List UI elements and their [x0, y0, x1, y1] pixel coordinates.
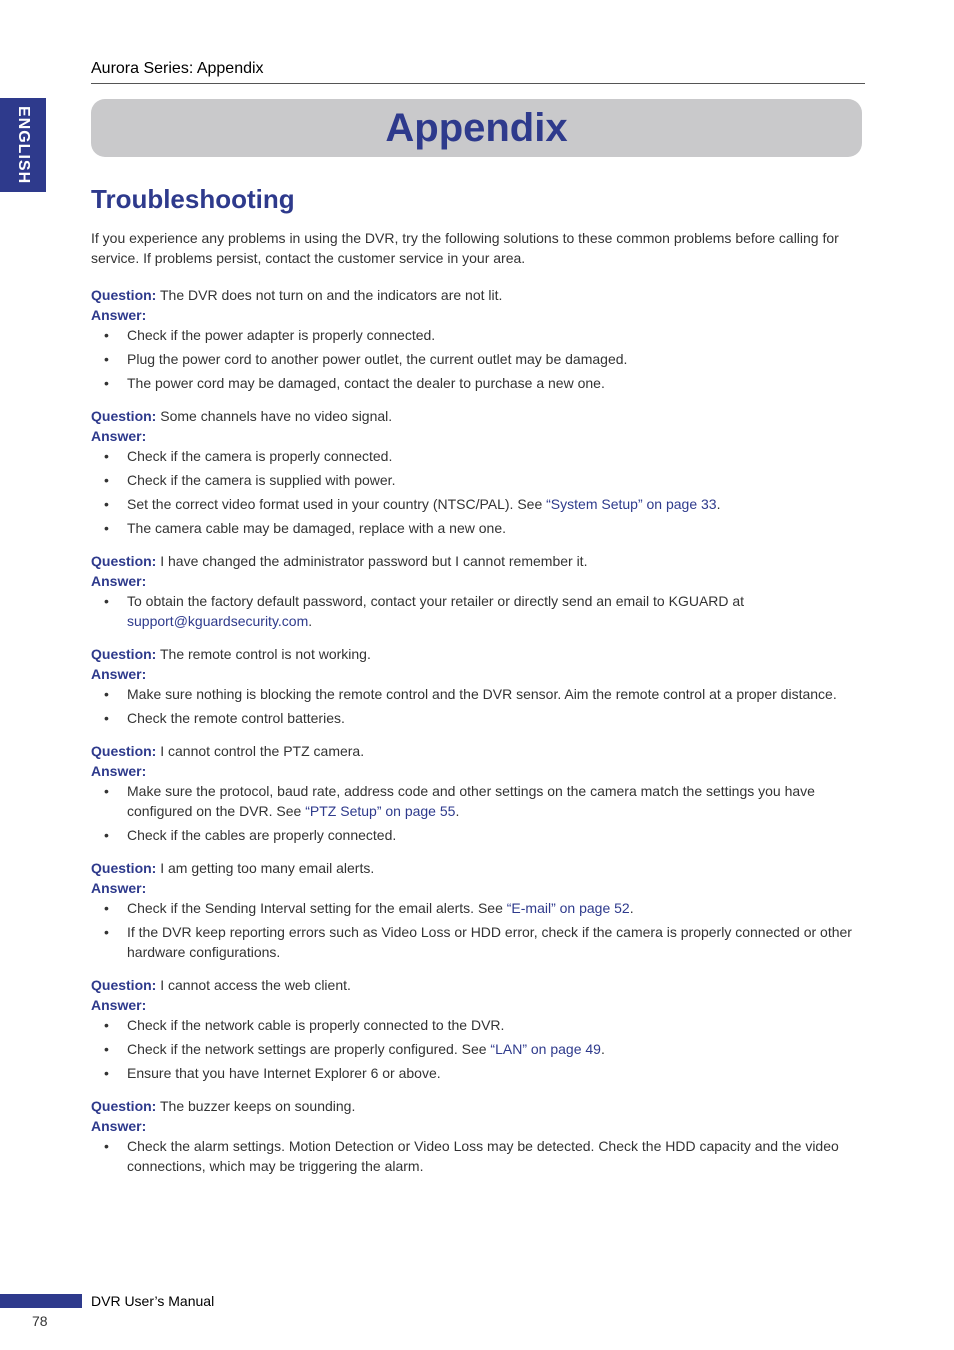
- question-text: I have changed the administrator password but I cannot remember it.: [160, 553, 588, 569]
- answer-label: Answer:: [91, 1118, 147, 1134]
- answer-line: [91, 995, 861, 1015]
- answer-line: [91, 878, 861, 898]
- answer-list: [91, 1015, 861, 1083]
- answer-label: Answer:: [91, 307, 147, 323]
- answer-line: [91, 664, 861, 684]
- answer-list: [91, 684, 861, 728]
- answer-list: [91, 446, 861, 538]
- header-rule: [91, 83, 865, 84]
- answer-item: [91, 684, 861, 704]
- answer-text: Check the alarm settings. Motion Detection or Video Loss may be detected. Check the HDD capacity and the video connections, which may be triggering the alarm.: [127, 1138, 839, 1174]
- answer-item: [91, 470, 861, 490]
- question-label: Question:: [91, 1098, 157, 1114]
- question-text: The DVR does not turn on and the indicators are not lit.: [159, 287, 503, 303]
- cross-reference-link[interactable]: “System Setup” on page 33: [546, 496, 717, 512]
- chapter-banner: [91, 99, 862, 157]
- answer-text-end: .: [716, 496, 721, 512]
- answer-text: Make sure nothing is blocking the remote control and the DVR sensor. Aim the remote control at a proper distance.: [127, 686, 837, 702]
- qa-block: [91, 1096, 861, 1176]
- answer-line: [91, 426, 861, 446]
- qa-list: [91, 285, 861, 1176]
- answer-text-end: .: [600, 1041, 605, 1057]
- language-tab: [0, 98, 46, 192]
- page-number: 78: [32, 1313, 48, 1329]
- answer-text: Check if the cables are properly connected.: [127, 827, 397, 843]
- qa-block: [91, 551, 861, 631]
- answer-label: Answer:: [91, 763, 147, 779]
- question-label: Question:: [91, 977, 157, 993]
- cross-reference-link[interactable]: “LAN” on page 49: [490, 1041, 601, 1057]
- answer-item: [91, 708, 861, 728]
- question-line: [91, 406, 861, 426]
- question-line: [91, 644, 861, 664]
- answer-text-end: .: [308, 613, 313, 629]
- qa-block: [91, 285, 861, 393]
- question-text: The buzzer keeps on sounding.: [159, 1098, 356, 1114]
- answer-text: Plug the power cord to another power outlet, the current outlet may be damaged.: [127, 351, 628, 367]
- answer-label: Answer:: [91, 573, 147, 589]
- question-line: [91, 858, 861, 878]
- answer-text: Check if the Sending Interval setting for the email alerts. See: [127, 900, 507, 916]
- answer-item: [91, 1063, 861, 1083]
- answer-text: If the DVR keep reporting errors such as Video Loss or HDD error, check if the camera is properly connected or other hardware configurations.: [127, 924, 852, 960]
- answer-item: [91, 781, 861, 821]
- cross-reference-link[interactable]: “E-mail” on page 52: [506, 900, 630, 916]
- answer-line: [91, 571, 861, 591]
- answer-item: [91, 373, 861, 393]
- answer-text: Check if the camera is properly connected.: [127, 448, 393, 464]
- answer-item: [91, 591, 861, 631]
- question-text: I cannot access the web client.: [160, 977, 351, 993]
- question-line: [91, 551, 861, 571]
- question-label: Question:: [91, 553, 157, 569]
- answer-item: [91, 325, 861, 345]
- answer-list: [91, 591, 861, 631]
- question-text: Some channels have no video signal.: [160, 408, 393, 424]
- answer-list: [91, 1136, 861, 1176]
- intro-paragraph: If you experience any problems in using the DVR, try the following solutions to these common problems before calling for service. If problems persist, contact the customer service in your area.: [91, 230, 839, 266]
- qa-block: [91, 644, 861, 728]
- question-line: [91, 741, 861, 761]
- chapter-title: Appendix: [385, 105, 568, 150]
- qa-block: [91, 406, 861, 538]
- question-label: Question:: [91, 287, 157, 303]
- section-title: Troubleshooting: [91, 184, 295, 214]
- question-label: Question:: [91, 646, 157, 662]
- answer-item: [91, 349, 861, 369]
- answer-label: Answer:: [91, 428, 147, 444]
- answer-text: Check the remote control batteries.: [127, 710, 345, 726]
- answer-text: Check if the network cable is properly connected to the DVR.: [127, 1017, 505, 1033]
- answer-list: [91, 898, 861, 962]
- answer-text: To obtain the factory default password, contact your retailer or directly send an email to KGUARD at: [127, 593, 745, 609]
- answer-item: [91, 898, 861, 918]
- answer-list: [91, 325, 861, 393]
- answer-text: Check if the power adapter is properly connected.: [127, 327, 436, 343]
- answer-item: [91, 922, 861, 962]
- footer-bar: [0, 1294, 82, 1308]
- question-line: [91, 975, 861, 995]
- question-line: [91, 1096, 861, 1116]
- page-header-title: Aurora Series: Appendix: [91, 60, 264, 77]
- question-label: Question:: [91, 860, 157, 876]
- answer-item: [91, 1015, 861, 1035]
- answer-text: Ensure that you have Internet Explorer 6 or above.: [127, 1065, 441, 1081]
- answer-line: [91, 761, 861, 781]
- question-text: The remote control is not working.: [159, 646, 371, 662]
- question-text: I cannot control the PTZ camera.: [160, 743, 365, 759]
- cross-reference-link[interactable]: support@kguardsecurity.com: [127, 613, 309, 629]
- answer-text: Set the correct video format used in your country (NTSC/PAL). See: [127, 496, 547, 512]
- footer-title: DVR User’s Manual: [91, 1293, 215, 1309]
- qa-block: [91, 858, 861, 962]
- page-content: [91, 228, 861, 1189]
- qa-block: [91, 975, 861, 1083]
- question-label: Question:: [91, 743, 157, 759]
- answer-text: The power cord may be damaged, contact the dealer to purchase a new one.: [127, 375, 605, 391]
- question-label: Question:: [91, 408, 157, 424]
- answer-text-end: .: [629, 900, 634, 916]
- answer-label: Answer:: [91, 666, 147, 682]
- answer-item: [91, 1039, 861, 1059]
- answer-line: [91, 305, 861, 325]
- answer-text: Check if the camera is supplied with power.: [127, 472, 396, 488]
- cross-reference-link[interactable]: “PTZ Setup” on page 55: [305, 803, 456, 819]
- question-text: I am getting too many email alerts.: [160, 860, 375, 876]
- answer-text: Check if the network settings are properly configured. See: [127, 1041, 491, 1057]
- answer-item: [91, 518, 861, 538]
- answer-label: Answer:: [91, 880, 147, 896]
- answer-item: [91, 446, 861, 466]
- answer-text: The camera cable may be damaged, replace with a new one.: [127, 520, 506, 536]
- question-line: [91, 285, 861, 305]
- qa-block: [91, 741, 861, 845]
- answer-text-end: .: [455, 803, 460, 819]
- answer-item: [91, 494, 861, 514]
- answer-label: Answer:: [91, 997, 147, 1013]
- answer-item: [91, 825, 861, 845]
- answer-list: [91, 781, 861, 845]
- answer-text: Make sure the protocol, baud rate, address code and other settings on the camera match the settings you have configured on the DVR. See: [127, 783, 815, 819]
- answer-line: [91, 1116, 861, 1136]
- language-tab-label: ENGLISH: [15, 105, 32, 185]
- answer-item: [91, 1136, 861, 1176]
